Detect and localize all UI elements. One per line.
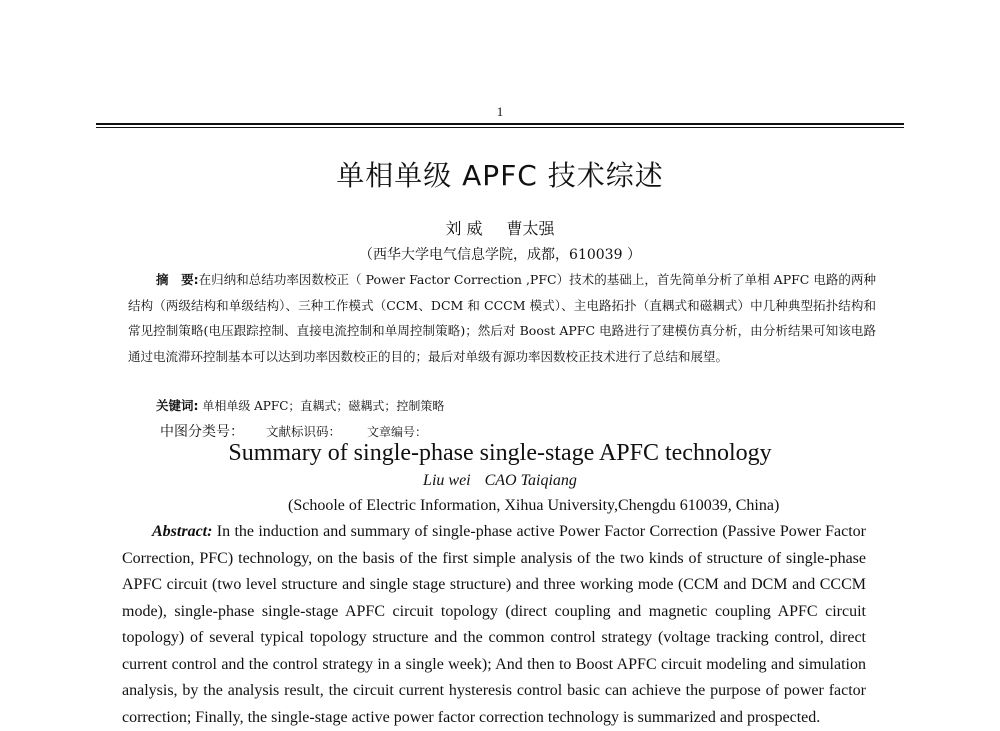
abstract-en-label: Abstract: [152,523,213,540]
keywords-cn-label: 关键词: [156,398,199,413]
clc-label: 中图分类号： [160,424,244,440]
keywords-cn [156,396,876,414]
page-number: 1 [496,104,504,119]
authors-en [0,472,1000,490]
author-cn-2: 曹太强 [506,219,555,238]
author-cn-1: 刘 威 [445,219,483,238]
article-no-label: 文章编号： [367,425,428,439]
header-rule-thick [96,123,904,125]
header-rule-thin [96,127,904,128]
paper-title-cn: 单相单级 APFC 技术综述 [336,159,664,192]
author-en-1: Liu wei [423,472,471,489]
doc-code-label: 文献标识码： [266,424,342,439]
abstract-en [122,519,866,731]
author-en-2: CAO Taiqiang [484,472,577,489]
classification-line [160,421,880,441]
abstract-cn-label: 摘 要: [156,272,199,287]
abstract-en-text: In the induction and summary of single-phase active Power Factor Correction (Passive Power Factor Correction, PFC) technology, on the basis of the first simple analysis of the two kinds of structure of single-phase APFC circuit (two level structure and single stage structure) and three working mode (CCM and DCM and CCCM mode), single-phase single-stage APFC circuit topology (direct coupling and magnetic coupling APFC circuit topology) of several typical topology structure and the common control strategy (voltage tracking control, direct current control and the control strategy in a single week); And then to Boost APFC circuit modeling and simulation analysis, by the analysis result, the circuit current hysteresis control basic can achieve the purpose of power factor correction; Finally, the single-stage active power factor correction technology is summarized and prospected. [122,523,866,726]
abstract-cn [128,267,876,369]
affiliation-en: (Schoole of Electric Information, Xihua University,Chengdu 610039, China) [288,497,780,514]
keywords-cn-text: 单相单级 APFC；直耦式；磁耦式；控制策略 [202,399,445,413]
abstract-cn-text: 在归纳和总结功率因数校正（ Power Factor Correction ,PFC）技术的基础上，首先简单分析了单相 APFC 电路的两种结构（两级结构和单级结构）、三种工作模式（CCM、DCM 和 CCCM 模式）、主电路拓扑（直耦式和磁耦式）中几种典型拓扑结构和常见控制策略(电压跟踪控制、直接电流控制和单周控制策略)；然后对 Boost APFC 电路进行了建模仿真分析，由分析结果可知该电路通过电流滞环控制基本可以达到功率因数校正的目的；最后对单级有源功率因数校正技术进行了总结和展望。 [128,272,877,364]
affiliation-cn: （西华大学电气信息学院，成都，610039 ） [359,247,641,263]
paper-title-en: Summary of single-phase single-stage APFC technology [228,440,772,466]
authors-cn [0,216,1000,239]
